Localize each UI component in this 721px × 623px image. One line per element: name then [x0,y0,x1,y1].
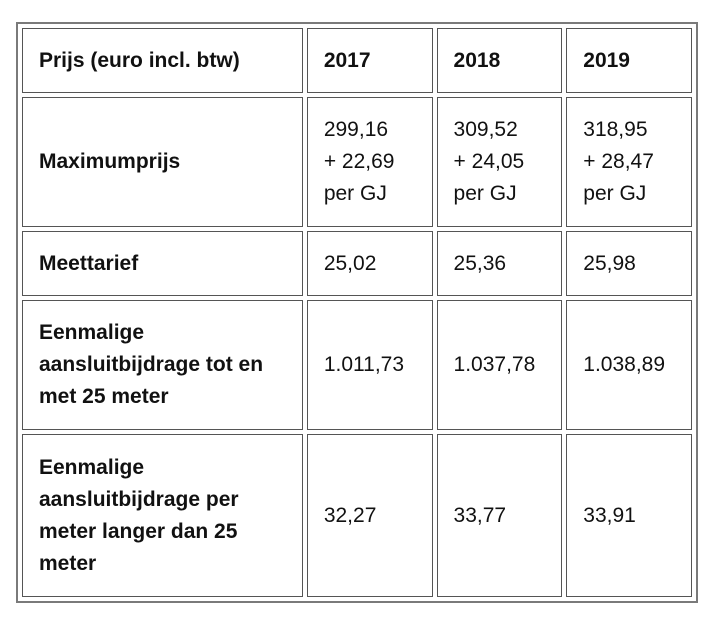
cell-line: + 24,05 [453,150,525,174]
cell-line: per GJ [453,182,517,206]
cell-aansluitbijdrage-per-meter-2017: 32,27 [307,434,433,597]
cell-line: per GJ [323,182,387,206]
cell-line: + 28,47 [583,150,654,174]
cell-meettarief-2019: 25,98 [566,231,692,296]
header-price-label: Prijs (euro incl. btw) [22,28,303,93]
cell-aansluitbijdrage-per-meter-2019: 33,91 [566,434,692,597]
header-year-2018: 2018 [437,28,563,93]
table-row [22,300,692,430]
price-table-grid [18,24,696,601]
cell-meettarief-2017: 25,02 [307,231,433,296]
price-table [16,22,698,603]
cell-aansluitbijdrage-tot-25m-2018: 1.037,78 [437,300,563,430]
cell-line: 309,52 [453,118,518,142]
cell-meettarief-2018: 25,36 [437,231,563,296]
cell-maximumprijs-2017 [307,97,433,227]
cell-maximumprijs-2018 [437,97,563,227]
table-row [22,231,692,296]
cell-aansluitbijdrage-per-meter-2018: 33,77 [437,434,563,597]
cell-line: + 22,69 [323,150,395,174]
header-year-2017: 2017 [307,28,433,93]
cell-aansluitbijdrage-tot-25m-2019: 1.038,89 [566,300,692,430]
row-label-maximumprijs: Maximumprijs [22,97,303,227]
cell-line: 299,16 [323,118,389,142]
cell-line: 318,95 [583,118,648,142]
table-row [22,434,692,597]
cell-line: per GJ [583,182,647,206]
header-year-2019: 2019 [566,28,692,93]
cell-maximumprijs-2019 [566,97,692,227]
row-label-aansluitbijdrage-per-meter: Eenmalige aansluitbijdrage per meter langer dan 25 meter [22,434,303,597]
table-row [22,97,692,227]
table-header-row [22,28,692,93]
row-label-meettarief: Meettarief [22,231,303,296]
row-label-aansluitbijdrage-tot-25m: Eenmalige aansluitbijdrage tot en met 25 meter [22,300,303,430]
cell-aansluitbijdrage-tot-25m-2017: 1.011,73 [307,300,433,430]
